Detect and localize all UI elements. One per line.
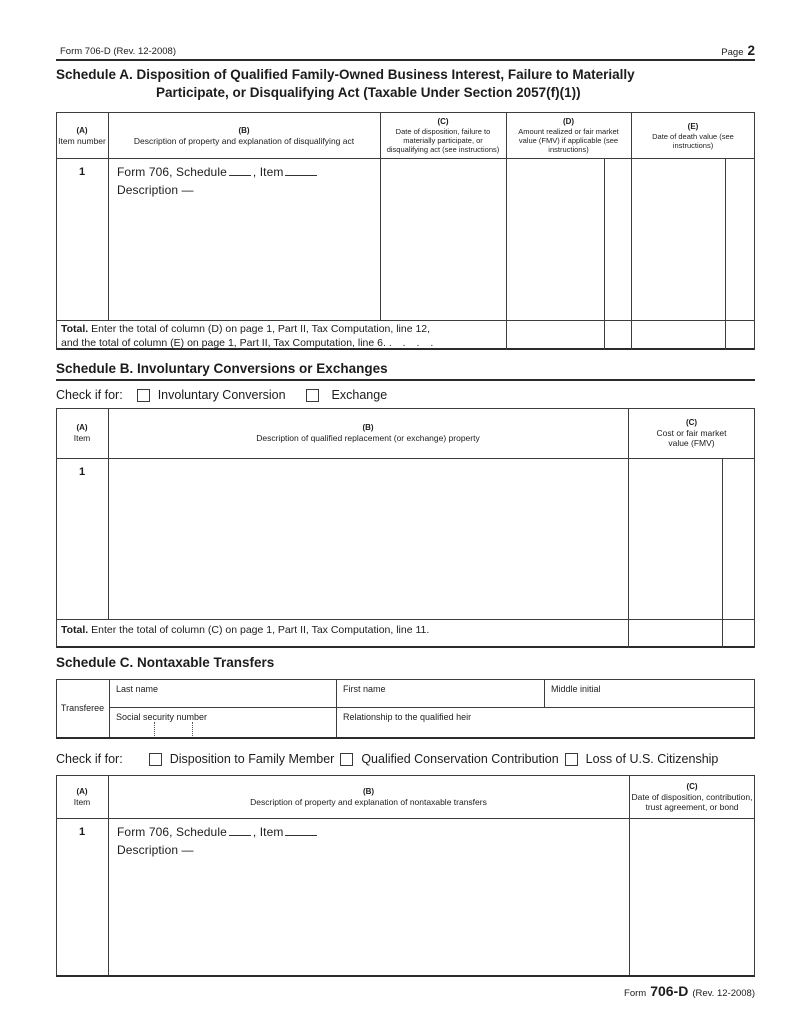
schedule-a-col-c-header: [380, 114, 506, 157]
grid-line: [56, 458, 755, 459]
grid-line: [109, 707, 755, 708]
total-line2: and the total of column (E) on page 1, Part II, Tax Computation, line 6.: [61, 336, 386, 349]
schedule-b-col-a-header: [56, 410, 108, 456]
dot-leader: . . . .: [388, 336, 434, 349]
total-line1: Enter the total of column (D) on page 1, Part II, Tax Computation, line 12,: [91, 323, 431, 335]
col-d-label: Amount realized or fair market value (FMV) if applicable (see instructions): [518, 127, 619, 154]
schedule-c-col-b-header: [108, 777, 629, 816]
first-name-field[interactable]: [343, 697, 533, 707]
cents-divider: [725, 158, 726, 350]
col-b-label: Description of qualified replacement (or exchange) property: [256, 433, 480, 443]
schedule-a-row1-desc: Description —: [117, 183, 194, 197]
schedule-blank-field[interactable]: [229, 165, 251, 176]
schedule-c-title: Schedule C. Nontaxable Transfers: [56, 655, 275, 670]
schedule-c-row1-desc: Description —: [117, 843, 194, 857]
checkbox-disposition-family-member[interactable]: [149, 753, 162, 766]
col-d-tag: (D): [562, 117, 575, 126]
ssn-separator: [192, 722, 193, 736]
last-name-field[interactable]: [116, 697, 326, 707]
check-if-for-label: Check if for:: [56, 388, 123, 402]
col-a-tag: (A): [76, 786, 88, 796]
col-a-tag: (A): [76, 125, 88, 135]
col-b-tag: (B): [362, 423, 374, 432]
total-word: Total.: [61, 624, 89, 636]
grid-line: [56, 158, 755, 159]
row1-text-mid: , Item: [252, 825, 284, 839]
schedule-b-title-rule: [56, 379, 755, 381]
schedule-c-check-row: [56, 751, 718, 767]
schedule-a-col-b-header: [108, 114, 380, 157]
row1-text-pre: Form 706, Schedule: [117, 165, 227, 179]
col-a-tag: (A): [76, 423, 88, 432]
middle-initial-field[interactable]: [551, 697, 741, 707]
grid-line: [56, 975, 755, 977]
transferee-label: Transferee: [60, 703, 105, 713]
col-b-label: Description of property and explanation of disqualifying act: [133, 135, 355, 146]
schedule-c-row1-text: [117, 823, 377, 859]
checkbox-loss-citizenship[interactable]: [565, 753, 578, 766]
grid-line: [336, 679, 337, 737]
check-if-for-label: Check if for:: [56, 752, 123, 766]
page-number: 2: [747, 43, 755, 58]
grid-line: [56, 112, 755, 113]
grid-line: [56, 408, 755, 409]
ssn-label: Social security number: [116, 712, 208, 722]
header-form-id: Form 706-D (Rev. 12-2008): [60, 46, 176, 57]
grid-line: [754, 679, 755, 737]
schedule-c-col-c-header: [629, 777, 755, 816]
footer-form-id: [624, 983, 755, 999]
schedule-a-total-text: [61, 323, 503, 350]
checkbox-involuntary-conversion[interactable]: [137, 389, 150, 402]
checkbox-exchange[interactable]: [306, 389, 319, 402]
schedule-c-table: [56, 775, 755, 977]
item-blank-field[interactable]: [285, 825, 317, 836]
schedule-a-row1-text: [117, 163, 377, 199]
transferee-table: [56, 679, 755, 739]
first-name-label: First name: [343, 684, 386, 694]
schedule-c-row1-line1: [117, 823, 377, 841]
col-a-label: Item number: [58, 135, 106, 146]
ssn-separator: [154, 722, 155, 736]
total-line1: Enter the total of column (C) on page 1, Part II, Tax Computation, line 11.: [91, 624, 430, 636]
schedule-a-col-d-header: [506, 114, 631, 157]
schedule-a-table: [56, 112, 755, 350]
schedule-b-item-number: 1: [78, 466, 86, 478]
grid-line: [56, 619, 755, 620]
col-c-label: Date of disposition, failure to materially participate, or disqualifying act (see instructions): [386, 127, 500, 154]
relationship-label: Relationship to the qualified heir: [343, 712, 472, 722]
footer-form-word: Form: [624, 988, 647, 999]
col-c-label: Cost or fair market value (FMV): [656, 428, 727, 448]
col-b-tag: (B): [238, 125, 250, 135]
col-c-tag: (C): [686, 781, 698, 791]
schedule-a-title-line1: Schedule A. Disposition of Qualified Family-Owned Business Interest, Failure to Materially: [56, 67, 635, 82]
schedule-blank-field[interactable]: [229, 825, 251, 836]
disposition-family-member-label: Disposition to Family Member: [169, 752, 335, 766]
qualified-conservation-label: Qualified Conservation Contribution: [361, 752, 559, 766]
schedule-b-col-c-header: [628, 410, 755, 456]
col-a-label: Item: [73, 796, 91, 807]
schedule-b-title: Schedule B. Involuntary Conversions or Exchanges: [56, 361, 388, 376]
checkbox-qualified-conservation[interactable]: [340, 753, 353, 766]
header-rule: [56, 59, 755, 61]
footer-form-number: 706-D: [650, 983, 689, 999]
cents-divider: [604, 158, 605, 350]
footer-revision: (Rev. 12-2008): [692, 988, 755, 999]
schedule-b-table: [56, 408, 755, 648]
schedule-a-row1-line1: [117, 163, 377, 181]
col-b-label: Description of property and explanation of nontaxable transfers: [250, 796, 487, 807]
grid-line: [56, 737, 755, 739]
schedule-a-col-e-header: [631, 114, 755, 157]
grid-line: [109, 679, 110, 737]
cents-divider: [722, 458, 723, 648]
schedule-a-col-a-header: [56, 114, 108, 157]
grid-line: [56, 775, 755, 776]
col-a-label: Item: [73, 433, 91, 443]
grid-line: [544, 679, 545, 707]
schedule-b-col-b-header: [108, 410, 628, 456]
col-e-label: Date of death value (see instructions): [652, 131, 734, 150]
grid-line: [56, 320, 755, 321]
loss-citizenship-label: Loss of U.S. Citizenship: [585, 752, 719, 766]
header-page: [721, 43, 755, 58]
schedule-b-check-row: [56, 387, 387, 403]
schedule-c-item-number: 1: [78, 826, 86, 838]
schedule-a-item-number: 1: [78, 166, 86, 178]
schedule-c-col-a-header: [56, 777, 108, 816]
exchange-label: Exchange: [331, 388, 388, 402]
grid-line: [56, 679, 755, 680]
schedule-a-title-line2: Participate, or Disqualifying Act (Taxable Under Section 2057(f)(1)): [156, 85, 581, 100]
row1-text-pre: Form 706, Schedule: [117, 825, 227, 839]
schedule-b-total-text: [61, 624, 581, 638]
row1-text-mid: , Item: [252, 165, 284, 179]
grid-line: [56, 818, 755, 819]
col-c-tag: (C): [685, 418, 698, 427]
total-word: Total.: [61, 323, 89, 335]
col-c-tag: (C): [437, 117, 449, 126]
col-c-label: Date of disposition, contribution, trust agreement, or bond: [631, 791, 753, 812]
last-name-label: Last name: [116, 684, 159, 694]
col-b-tag: (B): [362, 786, 375, 796]
item-blank-field[interactable]: [285, 165, 317, 176]
grid-line: [56, 646, 755, 648]
involuntary-conversion-label: Involuntary Conversion: [157, 388, 286, 402]
col-e-tag: (E): [687, 121, 699, 131]
schedule-a-title: [56, 66, 736, 102]
middle-initial-label: Middle initial: [551, 684, 601, 694]
page-word: Page: [721, 47, 744, 58]
